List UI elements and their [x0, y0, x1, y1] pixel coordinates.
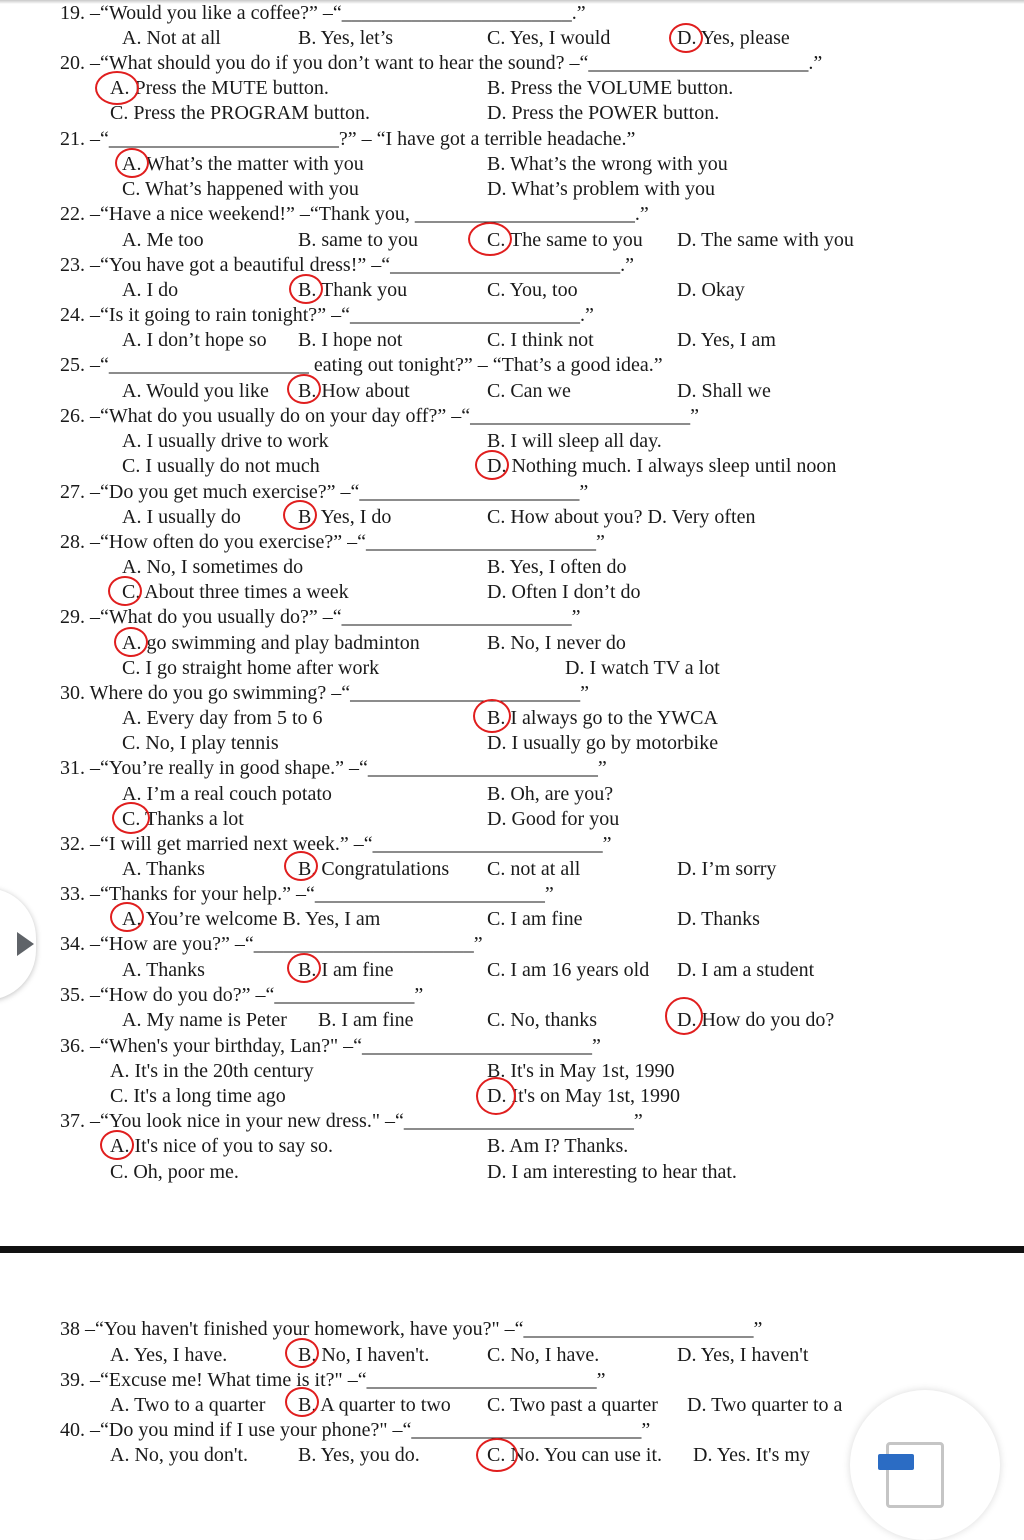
question-37-option-d: D. I am interesting to hear that. — [487, 1161, 737, 1183]
question-34-option-c: C. I am 16 years old — [487, 959, 650, 981]
question-20-stem: 20. –“What should you do if you don’t want to hear the sound? –“______________________.” — [60, 52, 823, 74]
question-28-option-c: C. About three times a week — [122, 581, 349, 603]
question-32-option-c: C. not at all — [487, 858, 581, 880]
question-30-option-d: D. I usually go by motorbike — [487, 732, 719, 754]
question-35-option-a: A. My name is Peter — [122, 1009, 287, 1031]
question-24-option-a: A. I don’t hope so — [122, 329, 267, 351]
question-38-option-c: C. No, I have. — [487, 1344, 600, 1366]
answer-circle-40 — [476, 1438, 518, 1472]
question-19-option-a: A. Not at all — [122, 27, 221, 49]
question-36-option-b: B. It's in May 1st, 1990 — [487, 1060, 675, 1082]
question-23-option-c: C. You, too — [487, 279, 578, 301]
answer-circle-37 — [100, 1130, 134, 1160]
question-21-option-c: C. What’s happened with you — [122, 178, 359, 200]
question-21-stem: 21. –“_______________________?” – “I have got a terrible headache.” — [60, 128, 636, 150]
question-39-option-c: C. Two past a quarter — [487, 1394, 658, 1416]
question-22-stem: 22. –“Have a nice weekend!” –“Thank you, ______________________.” — [60, 203, 649, 225]
question-33-stem: 33. –“Thanks for your help.” –“_______________________” — [60, 883, 554, 905]
question-32-option-a: A. Thanks — [122, 858, 205, 880]
question-28-option-a: A. No, I sometimes do — [122, 556, 304, 578]
question-34-stem: 34. –“How are you?” –“______________________” — [60, 933, 483, 955]
play-icon — [17, 932, 34, 956]
question-39-stem: 39. –“Excuse me! What time is it?" –“_______________________” — [60, 1369, 606, 1391]
question-32-stem: 32. –“I will get married next week.” –“_______________________” — [60, 833, 612, 855]
question-29-stem: 29. –“What do you usually do?” –“_______________________” — [60, 606, 581, 628]
question-29-option-d: D. I watch TV a lot — [565, 657, 720, 679]
question-39-option-b: B. A quarter to two — [298, 1394, 451, 1416]
question-29-option-c: C. I go straight home after work — [122, 657, 380, 679]
answer-circle-33 — [110, 902, 144, 932]
question-40-option-b: B. Yes, you do. — [298, 1444, 420, 1466]
question-19-stem: 19. –“Would you like a coffee?” –“_______________________.” — [60, 2, 586, 24]
question-37-stem: 37. –“You look nice in your new dress." –“_______________________” — [60, 1110, 643, 1132]
question-26-option-b: B. I will sleep all day. — [487, 430, 662, 452]
question-25-option-b: B. How about — [298, 380, 410, 402]
question-20-option-d: D. Press the POWER button. — [487, 102, 720, 124]
answer-circle-34 — [287, 953, 321, 983]
question-31-option-a: A. I’m a real couch potato — [122, 783, 332, 805]
question-27-option-a: A. I usually do — [122, 506, 241, 528]
question-34-option-d: D. I am a student — [677, 959, 815, 981]
question-28-option-d: D. Often I don’t do — [487, 581, 641, 603]
question-26-option-a: A. I usually drive to work — [122, 430, 329, 452]
answer-circle-39 — [285, 1387, 319, 1417]
question-28-option-b: B. Yes, I often do — [487, 556, 627, 578]
answer-circle-25 — [287, 374, 321, 404]
answer-circle-23 — [289, 274, 323, 304]
answer-circle-19 — [669, 23, 703, 53]
question-37-option-b: B. Am I? Thanks. — [487, 1135, 629, 1157]
question-21-option-b: B. What’s the wrong with you — [487, 153, 728, 175]
answer-circle-29 — [114, 627, 148, 657]
question-23-option-b: B. Thank you — [298, 279, 408, 301]
question-26-option-c: C. I usually do not much — [122, 455, 320, 477]
answer-circle-31 — [112, 802, 150, 834]
question-33-option-ab: A. You’re welcome B. Yes, I am — [122, 908, 381, 930]
question-24-option-b: B. I hope not — [298, 329, 403, 351]
question-39-option-a: A. Two to a quarter — [110, 1394, 266, 1416]
question-33-option-c: C. I am fine — [487, 908, 583, 930]
question-37-option-c: C. Oh, poor me. — [110, 1161, 239, 1183]
question-28-stem: 28. –“How often do you exercise?” –“_______________________” — [60, 531, 605, 553]
question-24-stem: 24. –“Is it going to rain tonight?” –“_______________________.” — [60, 304, 594, 326]
question-30-stem: 30. Where do you go swimming? –“_______________________” — [60, 682, 590, 704]
answer-circle-32 — [284, 851, 318, 881]
question-23-stem: 23. –“You have got a beautiful dress!” –“_______________________.” — [60, 254, 634, 276]
question-27-option-cd: C. How about you? D. Very often — [487, 506, 756, 528]
question-30-option-b: B. I always go to the YWCA — [487, 707, 718, 729]
question-25-option-c: C. Can we — [487, 380, 571, 402]
question-22-option-d: D. The same with you — [677, 229, 854, 251]
question-35-option-d: D. How do you do? — [677, 1009, 835, 1031]
question-27-option-b: B. Yes, I do — [298, 506, 392, 528]
answer-circle-21 — [115, 148, 149, 178]
question-23-option-a: A. I do — [122, 279, 179, 301]
question-24-option-c: C. I think not — [487, 329, 594, 351]
question-35-option-b: B. I am fine — [318, 1009, 414, 1031]
question-38-option-d: D. Yes, I haven't — [677, 1344, 809, 1366]
answer-circle-26 — [475, 450, 509, 480]
question-37-option-a: A. It's nice of you to say so. — [110, 1135, 334, 1157]
answer-circle-27 — [283, 500, 317, 530]
question-31-option-d: D. Good for you — [487, 808, 620, 830]
question-36-stem: 36. –“When's your birthday, Lan?" –“_______________________” — [60, 1035, 601, 1057]
question-20-option-b: B. Press the VOLUME button. — [487, 77, 734, 99]
question-40-option-a: A. No, you don't. — [110, 1444, 249, 1466]
question-19-option-d: D. Yes, please — [677, 27, 790, 49]
question-40-option-c: C. No. You can use it. — [487, 1444, 663, 1466]
question-34-option-a: A. Thanks — [122, 959, 205, 981]
answer-circle-35 — [665, 997, 703, 1035]
question-30-option-a: A. Every day from 5 to 6 — [122, 707, 323, 729]
question-19-option-b: B. Yes, let’s — [298, 27, 394, 49]
question-34-option-b: B. I am fine — [298, 959, 394, 981]
question-36-option-c: C. It's a long time ago — [110, 1085, 286, 1107]
question-38-option-b: B. No, I haven't. — [298, 1344, 430, 1366]
question-24-option-d: D. Yes, I am — [677, 329, 776, 351]
answer-circle-28 — [108, 576, 142, 606]
question-25-option-d: D. Shall we — [677, 380, 771, 402]
question-32-option-b: B. Congratulations — [298, 858, 450, 880]
question-31-option-b: B. Oh, are you? — [487, 783, 614, 805]
answer-circle-20 — [95, 71, 139, 105]
page-divider — [0, 1246, 1024, 1253]
question-27-stem: 27. –“Do you get much exercise?” –“______________________” — [60, 481, 589, 503]
question-38-option-a: A. Yes, I have. — [110, 1344, 228, 1366]
question-35-option-c: C. No, thanks — [487, 1009, 597, 1031]
question-40-stem: 40. –“Do you mind if I use your phone?" –“_______________________” — [60, 1419, 651, 1441]
question-36-option-d: D. It's on May 1st, 1990 — [487, 1085, 681, 1107]
question-30-option-c: C. No, I play tennis — [122, 732, 279, 754]
question-26-option-d: D. Nothing much. I always sleep until noon — [487, 455, 837, 477]
question-38-stem: 38 –“You haven't finished your homework, have you?" –“_______________________” — [60, 1318, 763, 1340]
question-20-option-a: A. Press the MUTE button. — [110, 77, 329, 99]
answer-circle-22 — [468, 222, 512, 256]
question-25-stem: 25. –“____________________ eating out tonight?” – “That’s a good idea.” — [60, 354, 663, 376]
question-20-option-c: C. Press the PROGRAM button. — [110, 102, 371, 124]
answer-circle-30 — [473, 699, 511, 733]
question-29-option-a: A. go swimming and play badminton — [122, 632, 420, 654]
question-31-stem: 31. –“You’re really in good shape.” –“_______________________” — [60, 757, 607, 779]
answer-circle-38 — [285, 1338, 319, 1368]
question-23-option-d: D. Okay — [677, 279, 745, 301]
question-22-option-c: C. The same to you — [487, 229, 643, 251]
question-21-option-d: D. What’s problem with you — [487, 178, 715, 200]
question-40-option-d: D. Yes. It's my — [693, 1444, 810, 1466]
question-19-option-c: C. Yes, I would — [487, 27, 611, 49]
question-36-option-a: A. It's in the 20th century — [110, 1060, 314, 1082]
question-29-option-b: B. No, I never do — [487, 632, 626, 654]
question-22-option-b: B. same to you — [298, 229, 418, 251]
document-icon — [886, 1442, 944, 1508]
document-badge — [878, 1454, 914, 1470]
question-39-option-d: D. Two quarter to a — [687, 1394, 843, 1416]
document-fab[interactable] — [850, 1390, 1000, 1540]
question-31-option-c: C. Thanks a lot — [122, 808, 244, 830]
question-35-stem: 35. –“How do you do?” –“______________” — [60, 984, 424, 1006]
question-25-option-a: A. Would you like — [122, 380, 269, 402]
question-32-option-d: D. I’m sorry — [677, 858, 777, 880]
question-22-option-a: A. Me too — [122, 229, 204, 251]
question-33-option-d: D. Thanks — [677, 908, 760, 930]
question-26-stem: 26. –“What do you usually do on your day off?” –“______________________” — [60, 405, 699, 427]
question-21-option-a: A. What’s the matter with you — [122, 153, 364, 175]
